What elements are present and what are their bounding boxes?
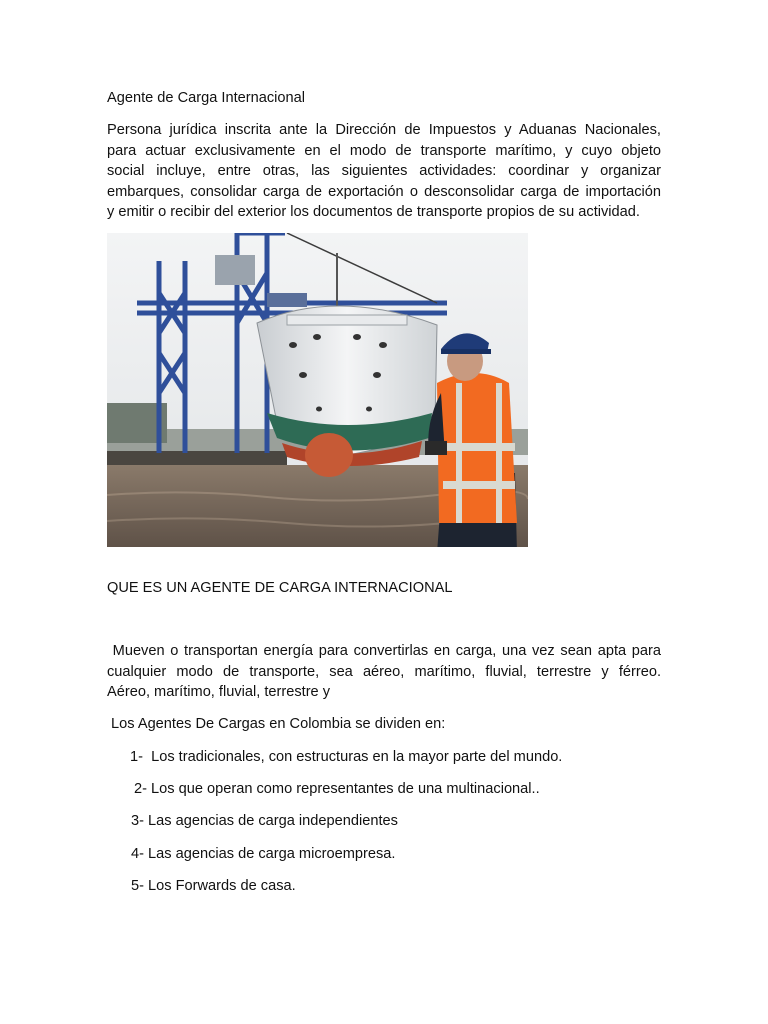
- intro-line: embarques, consolidar carga de exportación o desconsolidar carga de importación: [107, 183, 661, 200]
- intro-line: y emitir o recibir del exterior los documentos de transporte propios de su actividad.: [107, 204, 640, 220]
- list-item: 2- Los que operan como representantes de una multinacional..: [134, 781, 540, 797]
- list-item: 4- Las agencias de carga microempresa.: [131, 846, 396, 862]
- definition-line: Mueven o transportan energía para convertirlas en carga, una vez sean apta para: [107, 643, 661, 659]
- list-item: 3- Las agencias de carga independientes: [131, 813, 398, 829]
- port-ship-photo: [107, 233, 528, 547]
- list-intro: Los Agentes De Cargas en Colombia se dividen en:: [107, 716, 446, 732]
- intro-paragraph: [107, 120, 661, 223]
- intro-line: Persona jurídica inscrita ante la Dirección de Impuestos y Aduanas Nacionales,: [107, 122, 661, 138]
- definition-line: cualquier modo de transporte, sea aéreo, marítimo, fluvial, terrestre y férreo.: [107, 663, 661, 680]
- list-item: 5- Los Forwards de casa.: [131, 878, 296, 894]
- definition-line: Aéreo, marítimo, fluvial, terrestre y: [107, 684, 331, 700]
- intro-line: social incluye, entre otras, las siguientes actividades: coordinar y organizar: [107, 163, 661, 179]
- definition-paragraph: [107, 641, 661, 703]
- document-heading: Agente de Carga Internacional: [107, 90, 305, 106]
- list-item: 1- Los tradicionales, con estructuras en la mayor parte del mundo.: [130, 749, 563, 765]
- section-title: QUE ES UN AGENTE DE CARGA INTERNACIONAL: [107, 580, 453, 596]
- intro-line: para actuar exclusivamente en el modo de transporte marítimo, y cuyo objeto: [107, 142, 661, 159]
